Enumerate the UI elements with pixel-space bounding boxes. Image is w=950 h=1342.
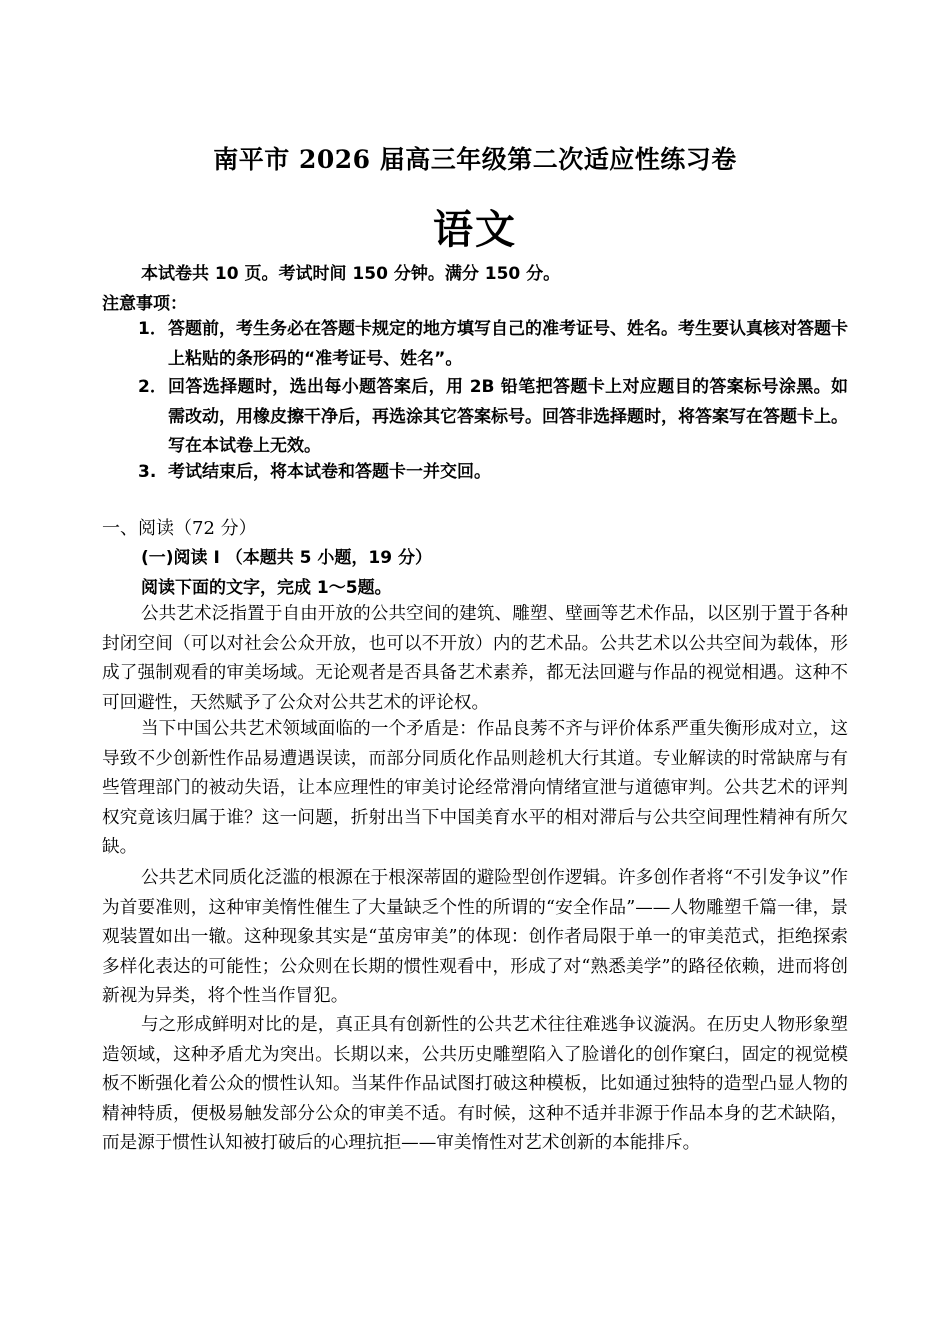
reading-instruction: 阅读下面的文字，完成 1～5题。 bbox=[141, 578, 392, 598]
notice-item-number: 3. bbox=[138, 462, 157, 482]
notice-item-number: 1． bbox=[138, 319, 167, 339]
passage-paragraph: 公共艺术同质化泛滥的根源在于根深蒂固的避险型创作逻辑。许多创作者将“不引发争议”作为首要准则，这种审美惰性催生了大量缺乏个性的所谓的“安全作品”——人物雕塑千篇一律，景观装置如出一辙。这种现象其实是“茧房审美”的体现：创作者局限于单一的审美范式，拒绝探索多样化表达的可能性；公众则在长期的惯性观看中，形成了对“熟悉美学”的路径依赖，进而将创新视为异类，将个性当作冒犯。 bbox=[102, 868, 848, 1006]
notice-heading: 注意事项： bbox=[102, 294, 187, 314]
section-title: 一、阅读（72 分） bbox=[102, 518, 257, 539]
subsection-title: (一)阅读 I （本题共 5 小题，19 分） bbox=[141, 548, 432, 568]
notice-item bbox=[138, 373, 848, 462]
exam-title: 南平市 2026 届高三年级第二次适应性练习卷 bbox=[213, 145, 737, 174]
passage-paragraph: 当下中国公共艺术领域面临的一个矛盾是：作品良莠不齐与评价体系严重失衡形成对立，这导致不少创新性作品易遭遇误读，而部分同质化作品则趁机大行其道。专业解读的时常缺席与有些管理部门的被动失语，让本应理性的审美讨论经常滑向情绪宣泄与道德审判。公共艺术的评判权究竟该归属于谁？这一问题，折射出当下中国美育水平的相对滞后与公共空间理性精神有所欠缺。 bbox=[102, 719, 848, 857]
notice-item-number: 2． bbox=[138, 377, 167, 397]
notice-item-text: 答题前，考生务必在答题卡规定的地方填写自己的准考证号、姓名。考生要认真核对答题卡上粘贴的条形码的“准考证号、姓名”。 bbox=[168, 319, 848, 369]
subject-title: 语文 bbox=[433, 207, 517, 253]
notice-item bbox=[138, 458, 848, 488]
exam-info: 本试卷共 10 页。考试时间 150 分钟。满分 150 分。 bbox=[141, 264, 561, 284]
notice-item bbox=[138, 315, 848, 374]
passage-paragraph: 与之形成鲜明对比的是，真正具有创新性的公共艺术往往难逃争议漩涡。在历史人物形象塑造领域，这种矛盾尤为突出。长期以来，公共历史雕塑陷入了脸谱化的创作窠臼，固定的视觉模板不断强化着公众的惯性认知。当某件作品试图打破这种模板，比如通过独特的造型凸显人物的精神特质，便极易触发部分公众的审美不适。有时候，这种不适并非源于作品本身的艺术缺陷，而是源于惯性认知被打破后的心理抗拒——审美惰性对艺术创新的本能排斥。 bbox=[102, 1015, 848, 1153]
notice-item-text: 回答选择题时，选出每小题答案后，用 2B 铅笔把答题卡上对应题目的答案标号涂黑。如需改动，用橡皮擦干净后，再选涂其它答案标号。回答非选择题时，将答案写在答题卡上。写在本试卷上无效。 bbox=[168, 377, 848, 456]
passage-paragraph: 公共艺术泛指置于自由开放的公共空间的建筑、雕塑、壁画等艺术作品，以区别于置于各种封闭空间（可以对社会公众开放，也可以不开放）内的艺术品。公共艺术以公共空间为载体，形成了强制观看的审美场域。无论观者是否具备艺术素养，都无法回避与作品的视觉相遇。这种不可回避性，天然赋予了公众对公共艺术的评论权。 bbox=[102, 604, 848, 713]
notice-item-text: 考试结束后，将本试卷和答题卡一并交回。 bbox=[168, 462, 491, 482]
